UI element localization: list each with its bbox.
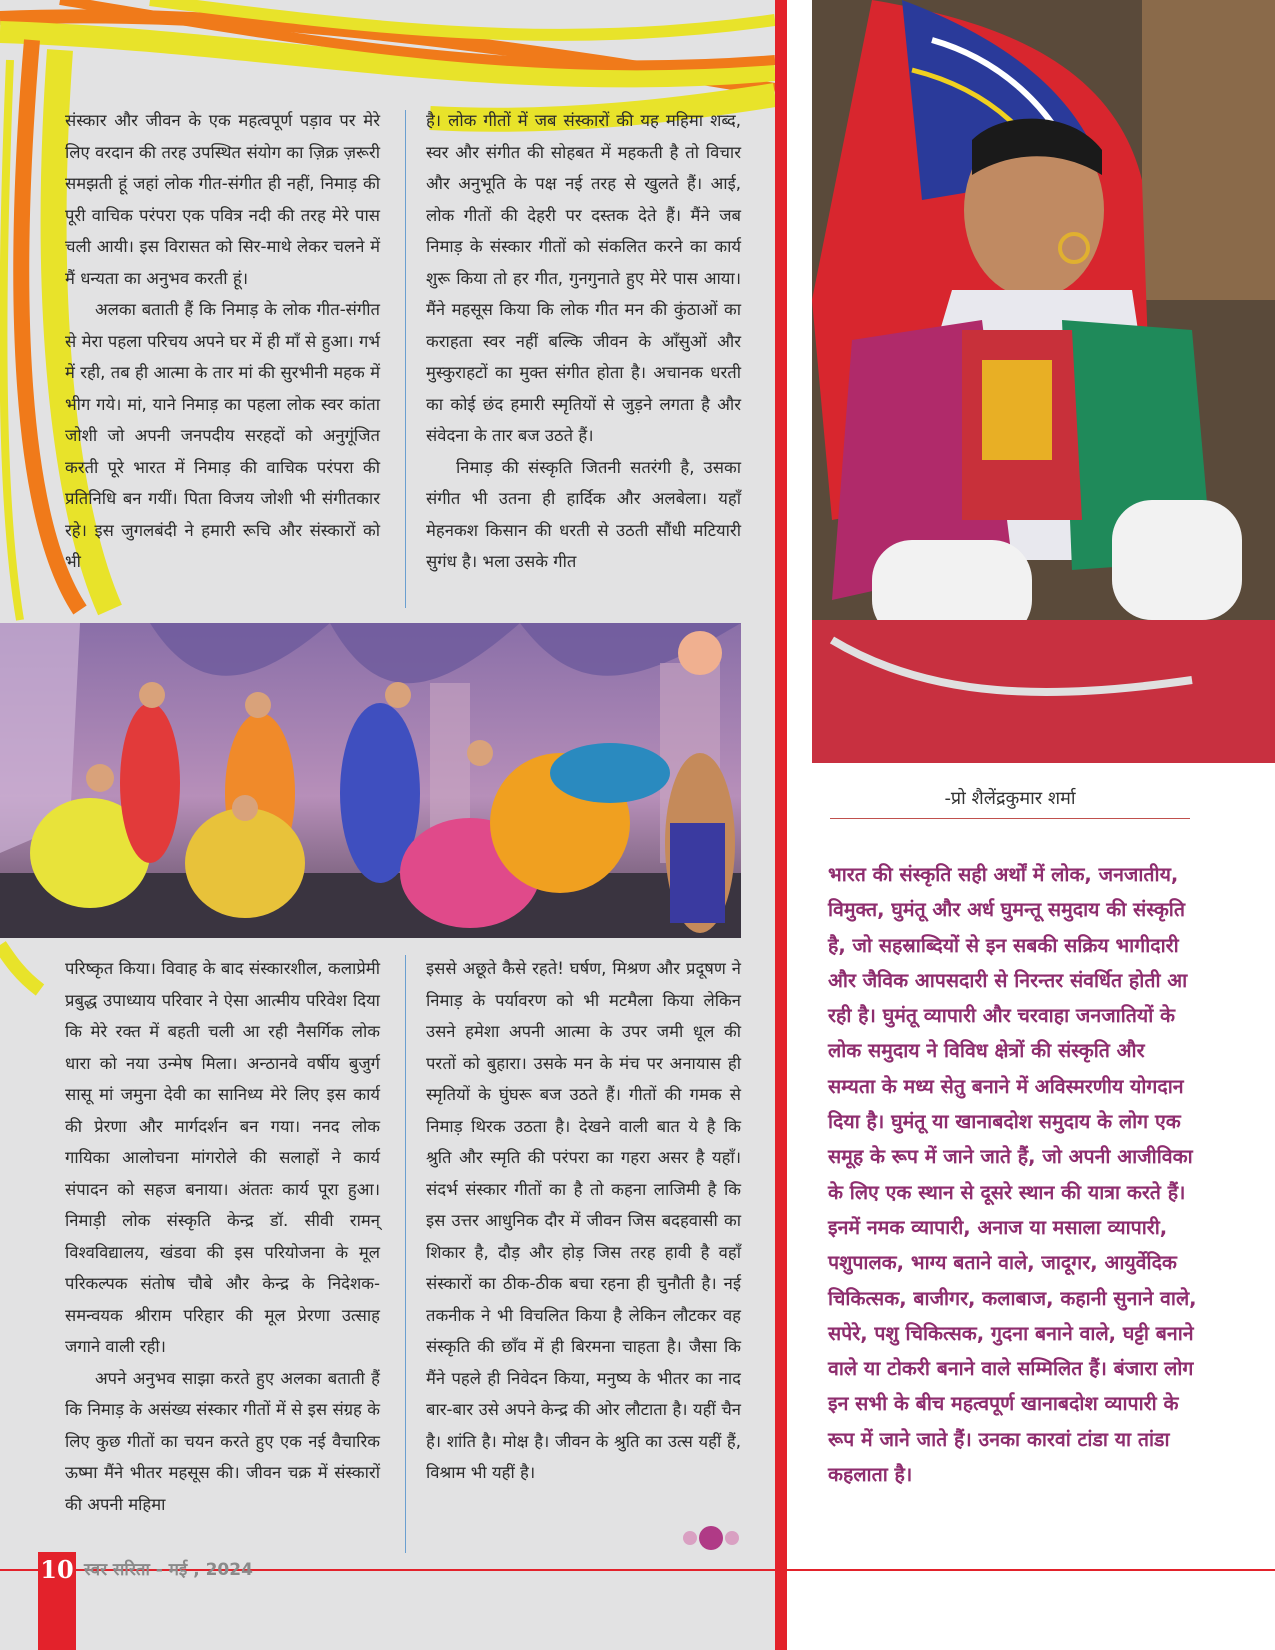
byline-rule <box>830 818 1190 819</box>
intro-text <box>828 857 1198 1492</box>
publication-name: स्वर सरिता - मई , 2024 <box>84 1560 253 1580</box>
end-mark-icon <box>680 1525 742 1551</box>
author-byline: -प्रो शैलेंद्रकुमार शर्मा <box>944 788 1076 809</box>
banjara-woman-photo <box>812 0 1275 763</box>
paragraph: अलका बताती हैं कि निमाड़ के लोक गीत-संगीत से मेरा पहला परिचय अपने घर में ही माँ से हुआ। गर्भ में रही, तब ही आत्मा के तार मां की सुरभीनी महक में भीग गये। मां, याने निमाड़ का पहला लोक स्वर कांता जोशी जो अपनी जनपदीय सरहदों को अनुगूंजित करती पूरे भारत में निमाड़ की वाचिक परंपरा की प्रतिनिधि बन गयीं। पिता विजय जोशी भी संगीतकार रहे। इस जुगलबंदी ने हमारी रूचि और संस्कारों को भी <box>65 300 380 571</box>
column-divider <box>405 110 406 608</box>
page-number: 10 <box>40 1555 74 1584</box>
paragraph: संस्कार और जीवन के एक महत्वपूर्ण पड़ाव पर मेरे लिए वरदान की तरह उपस्थित संयोग का ज़िक्र ज़रूरी समझती हूं जहां लोक गीत-संगीत ही नहीं, निमाड़ की पूरी वाचिक परंपरा एक पवित्र नदी की तरह मेरे पास चली आयी। इस विरासत को सिर-माथे लेकर चलने में मैं धन्यता का अनुभव करती हूं। <box>65 111 380 288</box>
footer-rule <box>787 1569 1275 1571</box>
paragraph: भारत की संस्कृति सही अर्थों में लोक, जनजातीय, विमुक्त, घुमंतू और अर्ध घुमन्तू समुदाय की संस्कृति है, जो सहस्राब्दियों से इन सबकी सक्रिय भागीदारी और जैविक आपसदारी से निरन्तर संवर्धित होती आ रही है। घुमंतू व्यापारी और चरवाहा जनजातियों के लोक समुदाय ने विविध क्षेत्रों की संस्कृति और सम्यता के मध्य सेतु बनाने में अविस्मरणीय योगदान दिया है। घुमंतू या खानाबदोश समुदाय के लोग एक समूह के रूप में जाने जाते हैं, जो अपनी आजीविका के लिए एक स्थान से दूसरे स्थान की यात्रा करते हैं। इनमें नमक व्यापारी, अनाज या मसाला व्यापारी, पशुपालक, भाग्य बताने वाले, जादूगर, आयुर्वेदिक चिकित्सक, बाजीगर, कलाबाज, कहानी सुनाने वाले, सपेरे, पशु चिकित्सक, गुदना बनाने वाले, घट्टी बनाने वाले या टोकरी बनाने वाले सम्मिलित हैं। बंजारा लोग इन सभी के बीच महत्वपूर्ण खानाबदोश व्यापारी के रूप में जाने जाते हैं। उनका कारवां टांडा या तांडा कहलाता है। <box>828 863 1197 1487</box>
column-bottom-right <box>426 953 741 1489</box>
column-top-left <box>65 105 380 578</box>
dance-photo <box>0 623 741 938</box>
paragraph: इससे अछूते कैसे रहते! घर्षण, मिश्रण और प्रदूषण ने निमाड़ के पर्यावरण को भी मटमैला किया लेकिन उसने हमेशा अपनी आत्मा के उपर जमी धूल की परतों को बुहारा। उसके मन के मंच पर अनायास ही स्मृतियों के घुंघरू बज उठते हैं। गीतों की गमक से निमाड़ थिरक उठता है। देखने वाली बात ये है कि श्रुति और स्मृति की परंपरा का गहरा असर है यहाँ। संदर्भ संस्कार गीतों का है तो कहना लाजिमी है कि इस उत्तर आधुनिक दौर में जीवन जिस बदहवासी का शिकार है, दौड़ और होड़ जिस तरह हावी है वहाँ संस्कारों का ठीक-ठीक बचा रहना ही चुनौती है। नई तकनीक ने भी विचलित किया है लेकिन लौटकर वह संस्कृति की छाँव में ही बिरमना चाहता है। जैसा कि मैंने पहले ही निवेदन किया, मनुष्य के भीतर का नाद बार-बार उसे अपने केन्द्र की ओर लौटाता है। यहीं चैन है। शांति है। मोक्ष है। जीवन के श्रुति का उत्स यहीं हैं, विश्राम भी यहीं है। <box>426 959 741 1482</box>
paragraph: है। लोक गीतों में जब संस्कारों की यह महिमा शब्द, स्वर और संगीत की सोहबत में महकती है तो विचार और अनुभूति के पक्ष नई तरह से खुलते हैं। आई, लोक गीतों की देहरी पर दस्तक देते हैं। मैंने जब निमाड़ के संस्कार गीतों को संकलित करने का कार्य शुरू किया तो हर गीत, गुनगुनाते हुए मेरे पास आया। मैंने महसूस किया कि लोक गीत मन की कुंठाओं का कराहता स्वर नहीं बल्कि जीवन के आँसुओं और मुस्कुराहटों का मुक्त संगीत होता है। अचानक धरती का कोई छंद हमारी स्मृतियों से जुड़ने लगता है और संवेदना के तार बज उठते हैं। <box>426 111 741 445</box>
paragraph: निमाड़ की संस्कृति जितनी सतरंगी है, उसका संगीत भी उतना ही हार्दिक और अलबेला। यहाँ मेहनकश किसान की धरती से उठती सौंधी मटियारी सुगंध है। भला उसके गीत <box>426 457 741 571</box>
column-top-right <box>426 105 741 578</box>
paragraph: परिष्कृत किया। विवाह के बाद संस्कारशील, कलाप्रेमी प्रबुद्ध उपाध्याय परिवार ने ऐसा आत्मीय परिवेश दिया कि मेरे रक्त में बहती चली आ रही नैसर्गिक लोक धारा को नया उन्मेष मिला। अन्ठानवे वर्षीय बुजुर्ग सासू मां जमुना देवी का सानिध्य मेरे लिए इस कार्य की प्रेरणा और मार्गदर्शन बन गया। ननद लोक गायिका आलोचना मांगरोले की सलाहों ने कार्य संपादन को सहज बनाया। अंततः कार्य पूरा हुआ। निमाड़ी लोक संस्कृति केन्द्र डॉ. सीवी रामन् विश्वविद्यालय, खंडवा की इस परियोजना के मूल परिकल्पक संतोष चौबे और केन्द्र के निदेशक-समन्वयक श्रीराम परिहार की मूल प्रेरणा उत्साह जगाने वाली रही। <box>65 959 380 1356</box>
column-bottom-left <box>65 953 380 1520</box>
column-divider <box>405 955 406 1553</box>
paragraph: अपने अनुभव साझा करते हुए अलका बताती हैं कि निमाड़ के असंख्य संस्कार गीतों में से इस संग्रह के लिए कुछ गीतों का चयन करते हुए एक नई वैचारिक ऊष्मा मैंने भीतर महसूस की। जीवन चक्र में संस्कारों की अपनी महिमा <box>65 1368 380 1514</box>
spine-bar <box>775 0 787 1650</box>
